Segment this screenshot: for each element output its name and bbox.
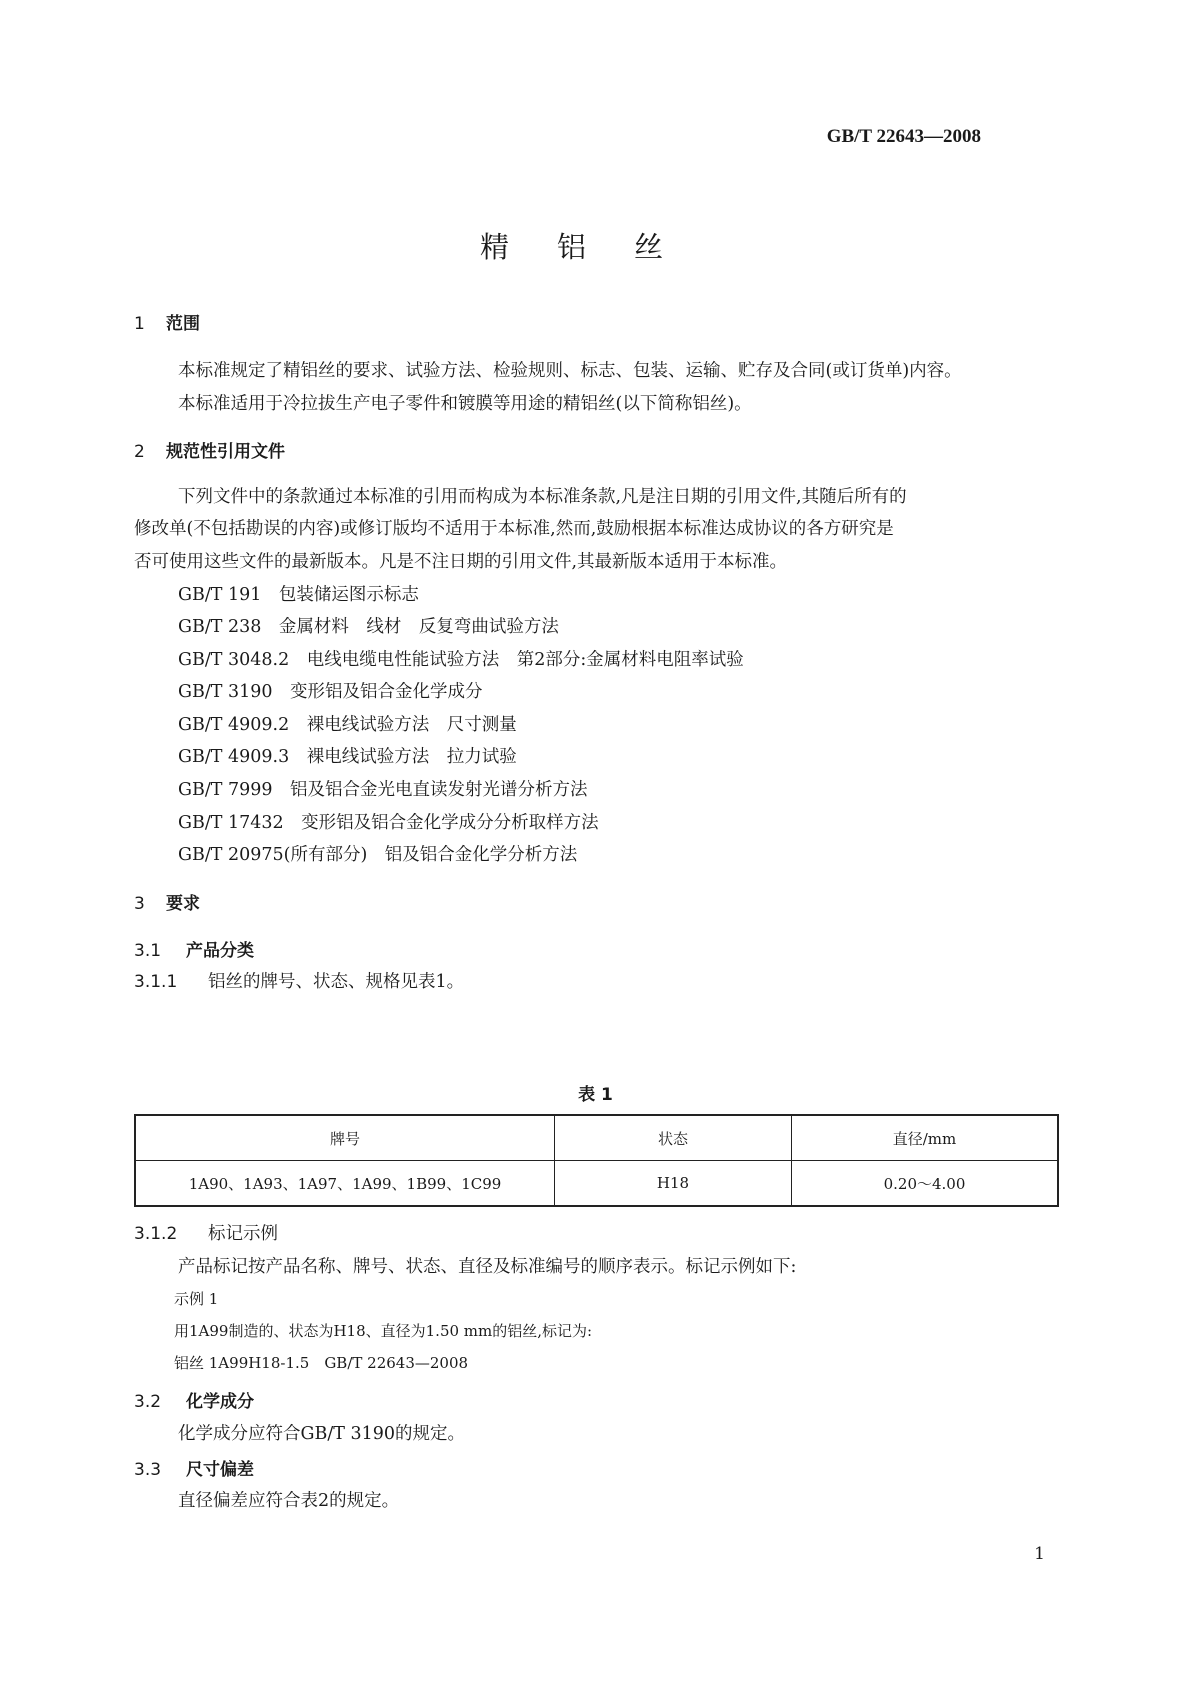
subsection-number: 3.3: [134, 1460, 162, 1480]
standard-code: GB/T 22643—2008: [826, 126, 981, 147]
subsection-number: 3.1: [134, 941, 162, 961]
reference-item: GB/T 238 金属材料 线材 反复弯曲试验方法: [178, 617, 559, 637]
reference-item: GB/T 3190 变形铝及铝合金化学成分: [178, 682, 483, 702]
clause-3-1-1: [134, 968, 464, 993]
example-line-1: 用1A99制造的、状态为H18、直径为1.50 mm的铝丝,标记为:: [174, 1322, 593, 1340]
subsection-3-3-heading: [134, 1455, 254, 1480]
section-title: 范围: [166, 314, 200, 334]
references-paragraph-line-3: 否可使用这些文件的最新版本。凡是不注日期的引用文件,其最新版本适用于本标准。: [134, 552, 788, 572]
reference-item: GB/T 191 包装储运图示标志: [178, 585, 419, 605]
clause-number: 3.1.1: [134, 972, 178, 992]
table-row: [135, 1161, 1058, 1207]
clause-3-1-2: [134, 1220, 278, 1245]
marking-paragraph: 产品标记按产品名称、牌号、状态、直径及标准编号的顺序表示。标记示例如下:: [178, 1257, 797, 1277]
table-1: [134, 1114, 1059, 1207]
document-title: 精铝丝: [479, 230, 711, 264]
section-title: 要求: [166, 894, 200, 914]
section-number: 2: [134, 442, 145, 462]
table-cell: H18: [555, 1161, 792, 1207]
subsection-number: 3.2: [134, 1392, 162, 1412]
clause-text: 标记示例: [208, 1224, 278, 1244]
reference-item: GB/T 17432 变形铝及铝合金化学成分分析取样方法: [178, 813, 599, 833]
scope-paragraph-1: 本标准规定了精铝丝的要求、试验方法、检验规则、标志、包装、运输、贮存及合同(或订货单)内容。: [178, 361, 962, 381]
reference-item: GB/T 20975(所有部分) 铝及铝合金化学分析方法: [178, 845, 578, 865]
references-paragraph-line-2: 修改单(不包括勘误的内容)或修订版均不适用于本标准,然而,鼓励根据本标准达成协议的各方研究是: [134, 519, 894, 539]
dimension-tolerance-paragraph: 直径偏差应符合表2的规定。: [178, 1491, 400, 1511]
table-1-caption: 表 1: [578, 1085, 613, 1105]
table-header-cell: 直径/mm: [792, 1115, 1059, 1161]
subsection-3-1-heading: [134, 936, 254, 961]
scope-paragraph-2: 本标准适用于冷拉拔生产电子零件和镀膜等用途的精铝丝(以下简称铝丝)。: [178, 394, 752, 414]
clause-number: 3.1.2: [134, 1224, 178, 1244]
clause-text: 铝丝的牌号、状态、规格见表1。: [208, 972, 465, 992]
section-number: 1: [134, 314, 145, 334]
example-line-2: 铝丝 1A99H18-1.5 GB/T 22643—2008: [174, 1354, 469, 1372]
table-header-cell: 状态: [555, 1115, 792, 1161]
chemical-composition-paragraph: 化学成分应符合GB/T 3190的规定。: [178, 1424, 466, 1444]
section-3-heading: [134, 889, 200, 914]
table-cell: 1A90、1A93、1A97、1A99、1B99、1C99: [135, 1161, 555, 1207]
section-1-heading: [134, 309, 200, 334]
subsection-title: 产品分类: [186, 941, 254, 961]
subsection-title: 化学成分: [186, 1392, 254, 1412]
table-cell: 0.20～4.00: [792, 1161, 1059, 1207]
subsection-title: 尺寸偏差: [186, 1460, 254, 1480]
section-number: 3: [134, 894, 145, 914]
section-2-heading: [134, 437, 285, 462]
reference-item: GB/T 7999 铝及铝合金光电直读发射光谱分析方法: [178, 780, 588, 800]
section-title: 规范性引用文件: [166, 442, 285, 462]
reference-item: GB/T 4909.2 裸电线试验方法 尺寸测量: [178, 715, 517, 735]
table-header-cell: 牌号: [135, 1115, 555, 1161]
subsection-3-2-heading: [134, 1387, 254, 1412]
page-number: 1: [1034, 1544, 1045, 1564]
example-label: 示例 1: [174, 1290, 219, 1308]
reference-item: GB/T 3048.2 电线电缆电性能试验方法 第2部分:金属材料电阻率试验: [178, 650, 744, 670]
table-header-row: [135, 1115, 1058, 1161]
reference-item: GB/T 4909.3 裸电线试验方法 拉力试验: [178, 747, 517, 767]
references-paragraph-line-1: 下列文件中的条款通过本标准的引用而构成为本标准条款,凡是注日期的引用文件,其随后所有的: [178, 487, 907, 507]
